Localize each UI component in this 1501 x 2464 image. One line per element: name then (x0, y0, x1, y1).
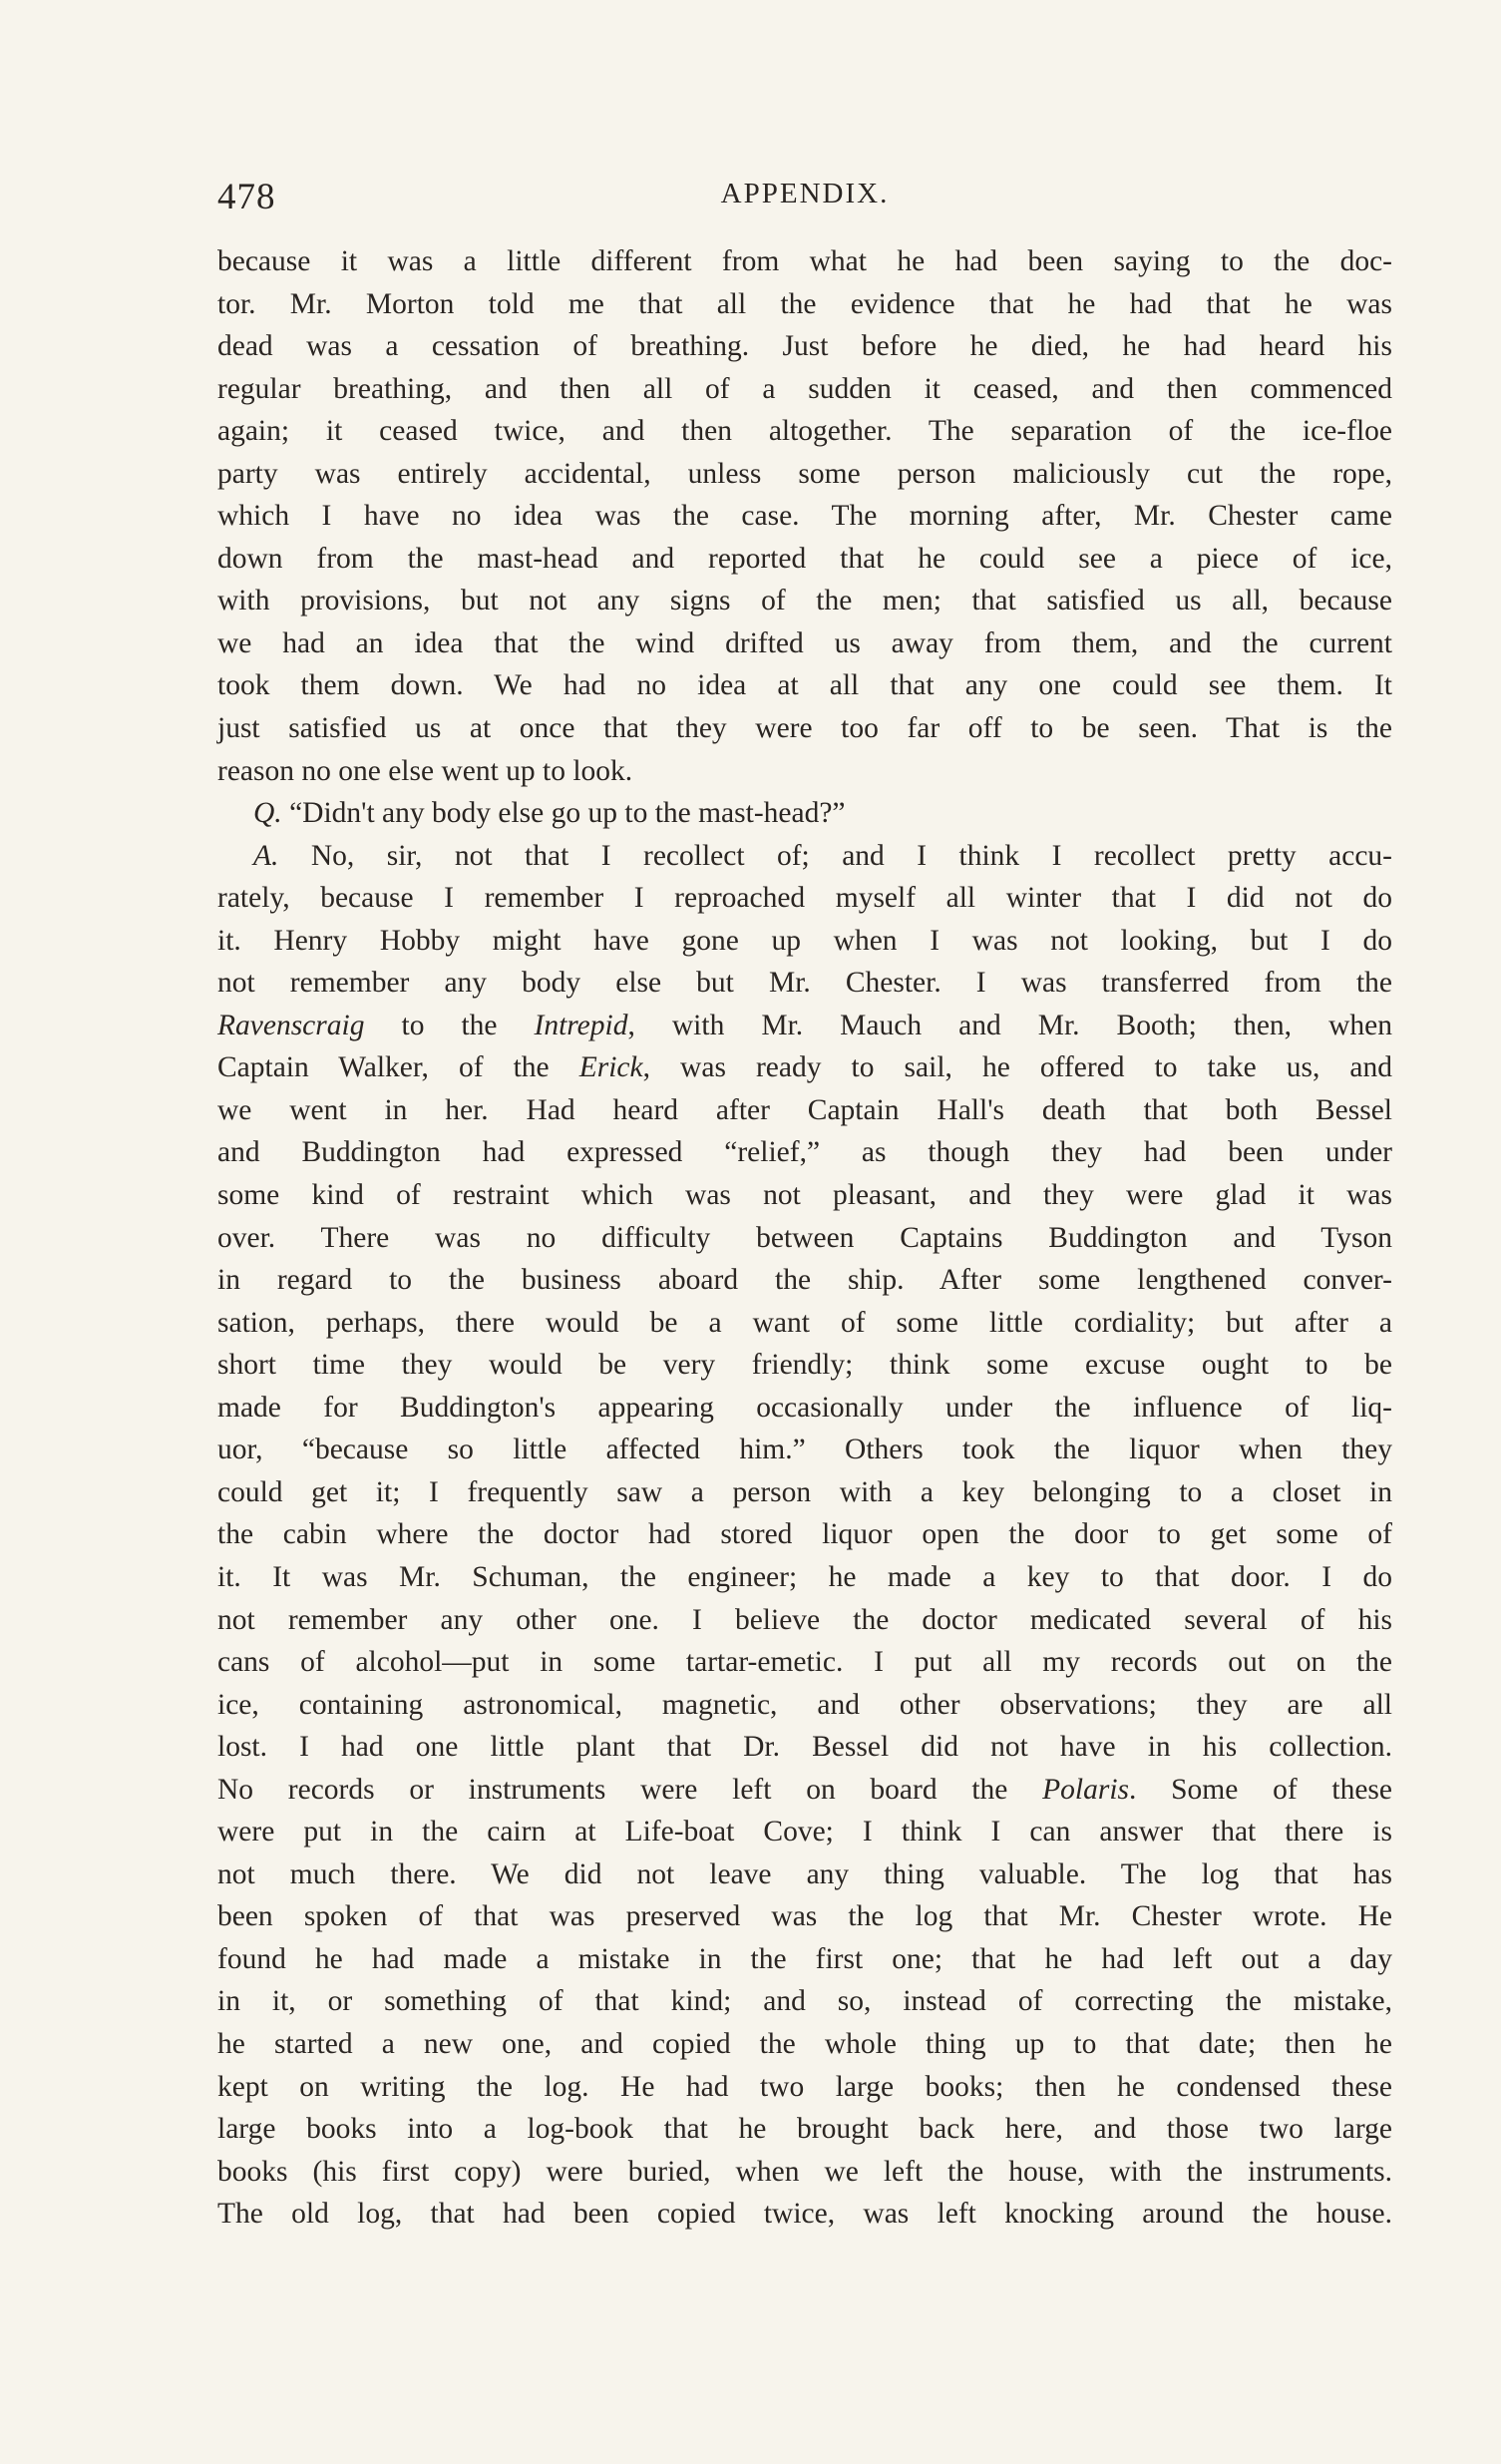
text-line: lost. I had one little plant that Dr. Bessel did not have in his collection. (217, 1731, 1392, 1764)
text-span: , was ready to sail, he offered to take us, and (642, 1051, 1393, 1084)
text-line (217, 1005, 1392, 1047)
text-line: and Buddington had expressed “relief,” as though they had been under (217, 1136, 1392, 1169)
text-line: which I have no idea was the case. The morning after, Mr. Chester came (217, 500, 1392, 533)
text-line: kept on writing the log. He had two large books; then he condensed these (217, 2070, 1392, 2103)
text-line: regular breathing, and then all of a sudden it ceased, and then commenced (217, 372, 1392, 405)
text-line: cans of alcohol—put in some tartar-emetic. I put all my records out on the (217, 1646, 1392, 1679)
text-line: over. There was no difficulty between Captains Buddington and Tyson (217, 1221, 1392, 1254)
text-line: The old log, that had been copied twice, was left knocking around the house. (217, 2198, 1392, 2231)
text-line: he started a new one, and copied the whole thing up to that date; then he (217, 2027, 1392, 2060)
answer-label: A. (253, 839, 279, 872)
text-line: been spoken of that was preserved was the log that Mr. Chester wrote. He (217, 1900, 1392, 1933)
text-line: not remember any body else but Mr. Chester. I was transferred from the (217, 967, 1392, 1000)
text-line: reason no one else went up to look. (217, 754, 633, 787)
text-line: not remember any other one. I believe the doctor medicated several of his (217, 1603, 1392, 1636)
answer-text: No, sir, not that I recollect of; and I think I recollect pretty accu- (310, 839, 1392, 872)
text-span: . Some of these (1129, 1773, 1393, 1806)
page-header (217, 170, 1392, 229)
ship-name: Ravenscraig (217, 1009, 365, 1041)
text-line: it. It was Mr. Schuman, the engineer; he made a key to that door. I do (217, 1560, 1392, 1593)
text-span: Captain Walker, of the (217, 1051, 579, 1084)
question-label: Q. (253, 797, 282, 830)
text-line: ice, containing astronomical, magnetic, and other observations; they are all (217, 1688, 1392, 1721)
text-line: not much there. We did not leave any thing valuable. The log that has (217, 1857, 1392, 1890)
text-line: we went in her. Had heard after Captain Hall's death that both Bessel (217, 1093, 1392, 1126)
text-line: down from the mast-head and reported that he could see a piece of ice, (217, 542, 1392, 575)
text-line: we had an idea that the wind drifted us away from them, and the current (217, 626, 1392, 659)
question-line (217, 792, 1392, 835)
ship-name: Polaris (1042, 1773, 1130, 1806)
text-line: books (his first copy) were buried, when we left the house, with the instruments. (217, 2155, 1392, 2188)
text-line: rately, because I remember I reproached myself all winter that I did not do (217, 882, 1392, 915)
text-line: were put in the cairn at Life-boat Cove; I think I can answer that there is (217, 1816, 1392, 1848)
text-span: , with Mr. Mauch and Mr. Booth; then, when (627, 1009, 1392, 1041)
text-line: tor. Mr. Morton told me that all the evidence that he had that he was (217, 287, 1392, 320)
page-number: 478 (217, 177, 276, 217)
ship-name: Intrepid (534, 1009, 628, 1041)
text-line: large books into a log-book that he brought back here, and those two large (217, 2113, 1392, 2146)
text-line: the cabin where the doctor had stored liquor open the door to get some of (217, 1518, 1392, 1551)
text-line: in it, or something of that kind; and so, instead of correcting the mistake, (217, 1985, 1392, 2018)
question-text: “Didn't any body else go up to the mast-head?” (289, 797, 846, 830)
text-line: dead was a cessation of breathing. Just before he died, he had heard his (217, 330, 1392, 363)
text-line: again; it ceased twice, and then altogether. The separation of the ice-floe (217, 415, 1392, 448)
text-line: some kind of restraint which was not pleasant, and they were glad it was (217, 1179, 1392, 1212)
text-line: could get it; I frequently saw a person with a key belonging to a closet in (217, 1475, 1392, 1508)
text-line: in regard to the business aboard the ship. After some lengthened conver- (217, 1264, 1392, 1297)
text-line: because it was a little different from what he had been saying to the doc- (217, 245, 1392, 277)
text-line (217, 1769, 1392, 1812)
text-line: party was entirely accidental, unless some person maliciously cut the rope, (217, 457, 1392, 490)
text-line: took them down. We had no idea at all that any one could see them. It (217, 669, 1392, 702)
text-line: made for Buddington's appearing occasionally under the influence of liq- (217, 1391, 1392, 1424)
answer-first-line (217, 835, 1392, 878)
ship-name: Erick (578, 1051, 643, 1084)
text-line: sation, perhaps, there would be a want of some little cordiality; but after a (217, 1306, 1392, 1339)
body-text (217, 240, 1392, 2236)
text-line: short time they would be very friendly; think some excuse ought to be (217, 1349, 1392, 1382)
text-line (217, 1046, 1392, 1089)
text-line: with provisions, but not any signs of the men; that satisfied us all, because (217, 585, 1392, 617)
text-span: No records or instruments were left on board the (217, 1773, 1043, 1806)
text-span: to the (364, 1009, 535, 1041)
text-line: it. Henry Hobby might have gone up when I was not looking, but I do (217, 924, 1392, 957)
text-line: found he had made a mistake in the first one; that he had left out a day (217, 1942, 1392, 1975)
running-head: APPENDIX. (720, 178, 890, 209)
text-line: uor, “because so little affected him.” Others took the liquor when they (217, 1434, 1392, 1466)
text-line: just satisfied us at once that they were too far off to be seen. That is the (217, 712, 1392, 745)
